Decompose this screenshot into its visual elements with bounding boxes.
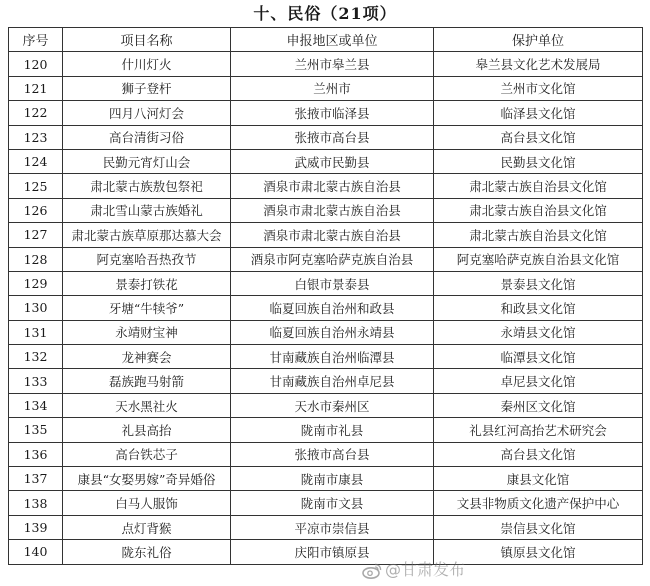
cell-region: 陇南市文县 (231, 491, 434, 515)
cell-protection-unit: 肃北蒙古族自治县文化馆 (434, 223, 643, 247)
cell-project-name: 点灯背猴 (63, 515, 231, 539)
table-body (9, 52, 643, 564)
cell-number: 132 (9, 345, 63, 369)
cell-project-name: 天水黑社火 (63, 393, 231, 417)
cell-protection-unit: 礼县红河高抬艺术研究会 (434, 418, 643, 442)
table-row (9, 345, 643, 369)
table-header-row (9, 28, 643, 52)
cell-protection-unit: 崇信县文化馆 (434, 515, 643, 539)
cell-project-name: 肃北蒙古族草原那达慕大会 (63, 223, 231, 247)
cell-region: 兰州市 (231, 76, 434, 100)
cell-protection-unit: 景泰县文化馆 (434, 271, 643, 295)
table-row (9, 52, 643, 76)
cell-project-name: 龙神赛会 (63, 345, 231, 369)
table-row (9, 149, 643, 173)
cell-project-name: 民勤元宵灯山会 (63, 149, 231, 173)
column-header-project-name: 项目名称 (63, 28, 231, 52)
cell-project-name: 狮子登杆 (63, 76, 231, 100)
cell-protection-unit: 和政县文化馆 (434, 296, 643, 320)
cell-number: 125 (9, 174, 63, 198)
table-row (9, 320, 643, 344)
table-row (9, 76, 643, 100)
cell-protection-unit: 文县非物质文化遗产保护中心 (434, 491, 643, 515)
cell-project-name: 什川灯火 (63, 52, 231, 76)
cell-region: 甘南藏族自治州临潭县 (231, 345, 434, 369)
cell-project-name: 肃北雪山蒙古族婚礼 (63, 198, 231, 222)
cell-region: 庆阳市镇原县 (231, 540, 434, 564)
cell-region: 酒泉市肃北蒙古族自治县 (231, 174, 434, 198)
cell-number: 123 (9, 125, 63, 149)
cell-project-name: 永靖财宝神 (63, 320, 231, 344)
column-header-region: 申报地区或单位 (231, 28, 434, 52)
cell-region: 酒泉市阿克塞哈萨克族自治县 (231, 247, 434, 271)
cell-region: 甘南藏族自治州卓尼县 (231, 369, 434, 393)
cell-region: 平凉市崇信县 (231, 515, 434, 539)
cell-number: 128 (9, 247, 63, 271)
table-row (9, 418, 643, 442)
cell-region: 陇南市礼县 (231, 418, 434, 442)
table-row (9, 247, 643, 271)
cell-number: 121 (9, 76, 63, 100)
cell-region: 张掖市高台县 (231, 442, 434, 466)
cell-protection-unit: 临泽县文化馆 (434, 101, 643, 125)
table-row (9, 540, 643, 564)
cell-number: 139 (9, 515, 63, 539)
cell-region: 白银市景泰县 (231, 271, 434, 295)
cell-number: 138 (9, 491, 63, 515)
cell-region: 武威市民勤县 (231, 149, 434, 173)
cell-protection-unit: 镇原县文化馆 (434, 540, 643, 564)
cell-number: 122 (9, 101, 63, 125)
table-row (9, 101, 643, 125)
cell-region: 临夏回族自治州和政县 (231, 296, 434, 320)
heritage-table (8, 27, 643, 565)
table-row (9, 223, 643, 247)
cell-project-name: 四月八河灯会 (63, 101, 231, 125)
cell-number: 130 (9, 296, 63, 320)
table-row (9, 467, 643, 491)
cell-project-name: 阿克塞哈吾热孜节 (63, 247, 231, 271)
table-row (9, 125, 643, 149)
cell-protection-unit: 肃北蒙古族自治县文化馆 (434, 198, 643, 222)
cell-number: 136 (9, 442, 63, 466)
cell-protection-unit: 高台县文化馆 (434, 125, 643, 149)
cell-protection-unit: 皋兰县文化艺术发展局 (434, 52, 643, 76)
table-row (9, 271, 643, 295)
cell-region: 临夏回族自治州永靖县 (231, 320, 434, 344)
cell-protection-unit: 民勤县文化馆 (434, 149, 643, 173)
cell-project-name: 礼县高抬 (63, 418, 231, 442)
document-title: 十、民俗（21项） (253, 4, 397, 23)
table-row (9, 442, 643, 466)
table-row (9, 369, 643, 393)
cell-project-name: 高台铁芯子 (63, 442, 231, 466)
cell-protection-unit: 肃北蒙古族自治县文化馆 (434, 174, 643, 198)
cell-protection-unit: 阿克塞哈萨克族自治县文化馆 (434, 247, 643, 271)
cell-project-name: 白马人服饰 (63, 491, 231, 515)
column-header-protection-unit: 保护单位 (434, 28, 643, 52)
cell-number: 137 (9, 467, 63, 491)
cell-number: 135 (9, 418, 63, 442)
cell-region: 张掖市高台县 (231, 125, 434, 149)
cell-protection-unit: 秦州区文化馆 (434, 393, 643, 417)
cell-protection-unit: 临潭县文化馆 (434, 345, 643, 369)
cell-number: 140 (9, 540, 63, 564)
cell-protection-unit: 高台县文化馆 (434, 442, 643, 466)
cell-number: 126 (9, 198, 63, 222)
cell-region: 兰州市皋兰县 (231, 52, 434, 76)
cell-region: 天水市秦州区 (231, 393, 434, 417)
cell-project-name: 肃北蒙古族敖包祭祀 (63, 174, 231, 198)
cell-project-name: 陇东礼俗 (63, 540, 231, 564)
cell-number: 133 (9, 369, 63, 393)
cell-region: 张掖市临泽县 (231, 101, 434, 125)
table-row (9, 515, 643, 539)
table-row (9, 393, 643, 417)
cell-project-name: 康县“女娶男嫁”奇异婚俗 (63, 467, 231, 491)
cell-number: 129 (9, 271, 63, 295)
cell-number: 131 (9, 320, 63, 344)
table-row (9, 491, 643, 515)
cell-number: 127 (9, 223, 63, 247)
column-header-number: 序号 (9, 28, 63, 52)
cell-number: 124 (9, 149, 63, 173)
watermark-text: @甘肃发布 (385, 560, 466, 579)
cell-region: 陇南市康县 (231, 467, 434, 491)
cell-protection-unit: 康县文化馆 (434, 467, 643, 491)
cell-region: 酒泉市肃北蒙古族自治县 (231, 223, 434, 247)
cell-number: 134 (9, 393, 63, 417)
table-row (9, 296, 643, 320)
cell-project-name: 景泰打铁花 (63, 271, 231, 295)
cell-project-name: 牙塘“牛犊爷” (63, 296, 231, 320)
cell-project-name: 磊族跑马射箭 (63, 369, 231, 393)
table-row (9, 198, 643, 222)
cell-protection-unit: 卓尼县文化馆 (434, 369, 643, 393)
cell-number: 120 (9, 52, 63, 76)
cell-protection-unit: 永靖县文化馆 (434, 320, 643, 344)
cell-region: 酒泉市肃北蒙古族自治县 (231, 198, 434, 222)
cell-project-name: 高台清街习俗 (63, 125, 231, 149)
cell-protection-unit: 兰州市文化馆 (434, 76, 643, 100)
table-row (9, 174, 643, 198)
